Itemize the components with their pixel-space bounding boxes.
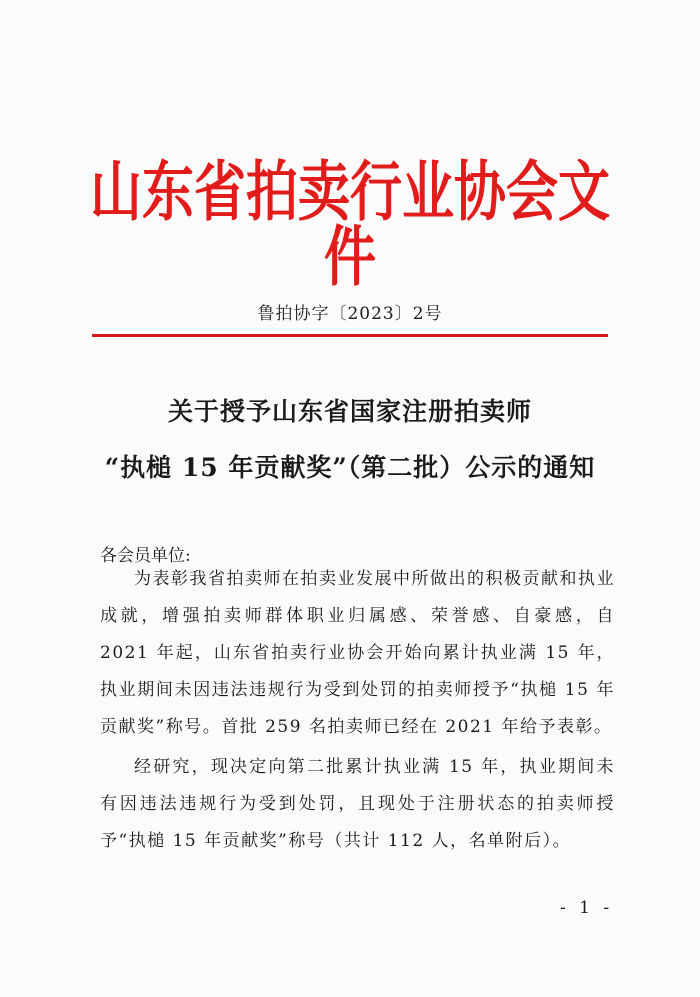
- red-divider-line: [92, 334, 608, 337]
- salutation: 各会员单位:: [100, 546, 191, 566]
- body-paragraph-1: 为表彰我省拍卖师在拍卖业发展中所做出的积极贡献和执业成就，增强拍卖师群体职业归属感、荣誉感、自豪感，自 2021 年起，山东省拍卖行业协会开始向累计执业满 15 年，执业期间未因违法违规行为受到处罚的拍卖师授予“执槌 15 年贡献奖”称号。首批 259 名拍卖师已经在 2021 年给予表彰。: [100, 569, 615, 737]
- body-paragraph-2: 经研究，现决定向第二批累计执业满 15 年，执业期间未有因违法违规行为受到处罚，且现处于注册状态的拍卖师授予“执槌 15 年贡献奖”称号（共计 112 人，名单附后）。: [100, 757, 615, 851]
- document-number: 鲁拍协字〔2023〕2号: [257, 304, 443, 324]
- issuer-header-title: 山东省拍卖行业协会文件: [89, 153, 610, 295]
- notice-title-line-2: “执槌 15 年贡献奖”（第二批）公示的通知: [104, 453, 596, 482]
- page-number: - 1 -: [560, 898, 614, 918]
- notice-title-line-1: 关于授予山东省国家注册拍卖师: [167, 397, 532, 426]
